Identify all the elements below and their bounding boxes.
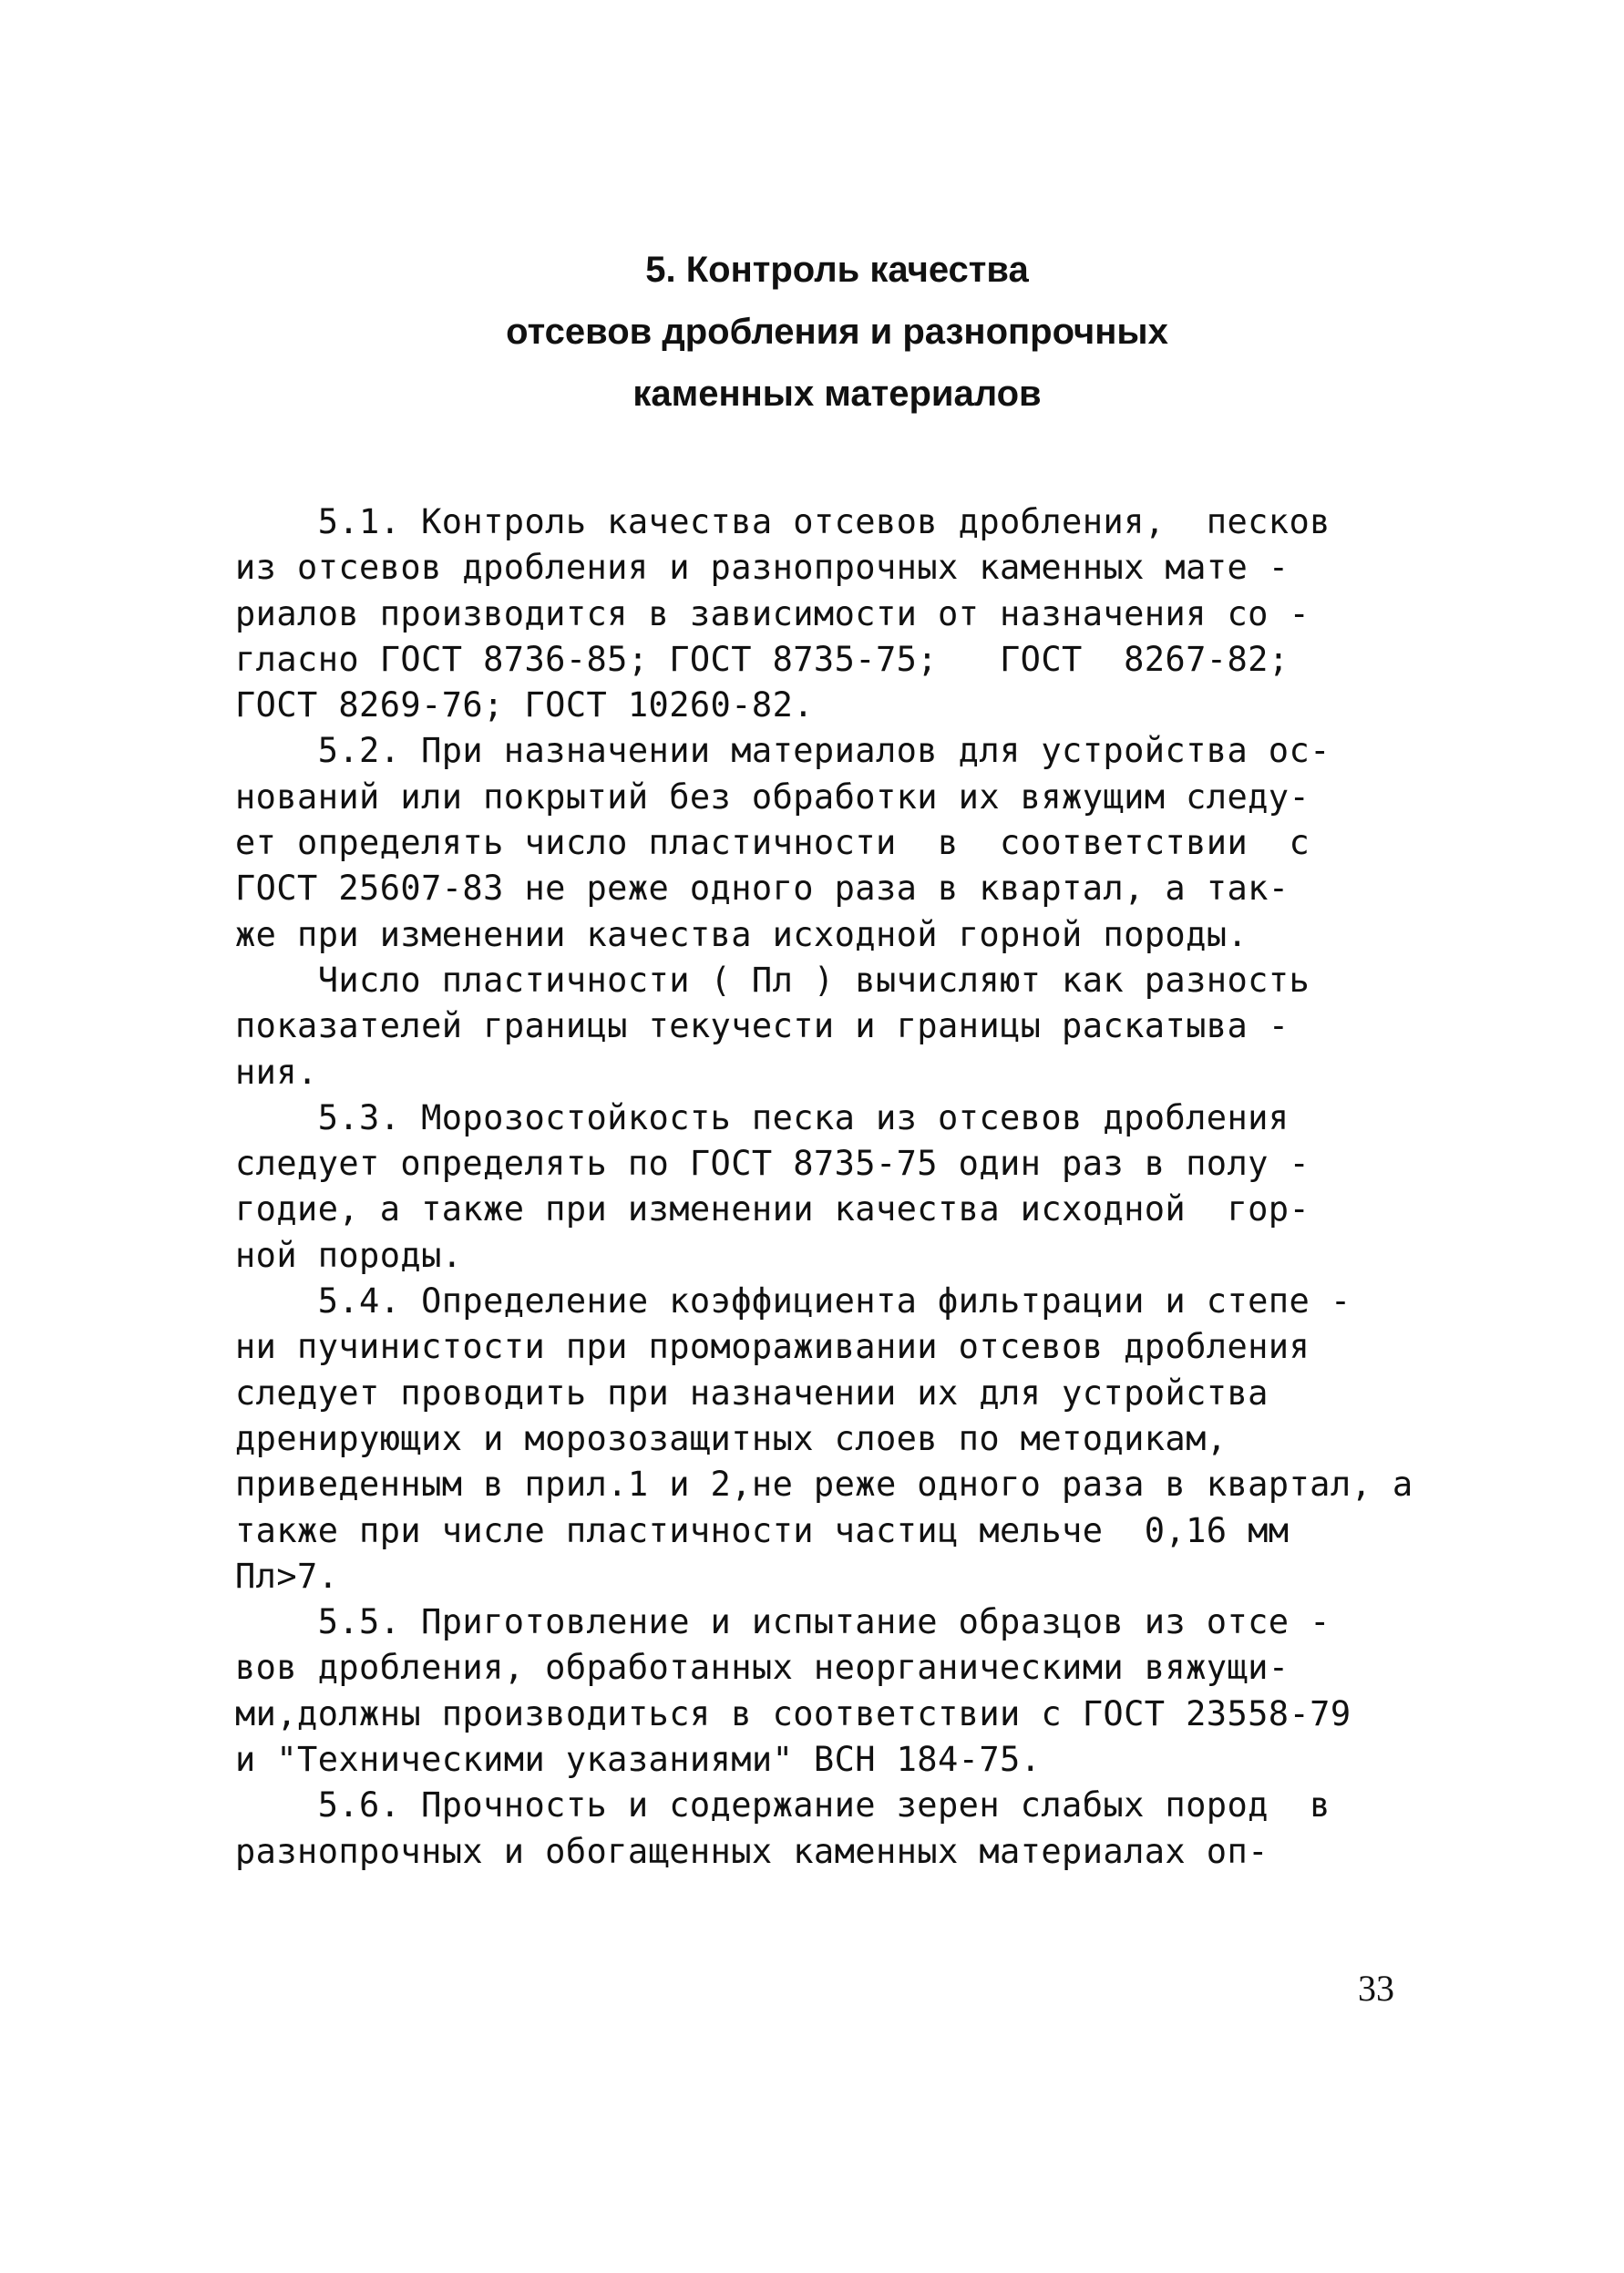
paragraph-5-1 bbox=[235, 499, 1420, 728]
paragraph-plasticity bbox=[235, 958, 1420, 1095]
text-line: из отсевов дробления и разнопрочных каменных мате - bbox=[235, 548, 1290, 588]
text-line: же при изменении качества исходной горной породы. bbox=[235, 914, 1249, 954]
text-line: ни пучинистости при промораживании отсевов дробления bbox=[235, 1327, 1311, 1367]
text-line: следует проводить при назначении их для устройства bbox=[235, 1373, 1269, 1413]
text-line: 5.1. Контроль качества отсевов дробления, песков bbox=[235, 502, 1331, 541]
text-line: нований или покрытий без обработки их вяжущим следу- bbox=[235, 777, 1311, 817]
text-line: 5.6. Прочность и содержание зерен слабых пород в bbox=[235, 1785, 1331, 1826]
paragraph-5-4 bbox=[235, 1279, 1420, 1599]
text-line: 5.5. Приготовление и испытание образцов из отсе - bbox=[235, 1602, 1331, 1642]
text-line: гласно ГОСТ 8736-85; ГОСТ 8735-75; ГОСТ 8267-82; bbox=[235, 639, 1290, 679]
body-text bbox=[235, 499, 1420, 1875]
text-line: также при числе пластичности частиц мельче 0,16 мм bbox=[235, 1510, 1290, 1550]
text-line: показателей границы текучести и границы раскатыва - bbox=[235, 1006, 1290, 1046]
text-line: разнопрочных и обогащенных каменных материалах оп- bbox=[235, 1831, 1269, 1871]
text-line: приведенным в прил.1 и 2,не реже одного раза в квартал, а bbox=[235, 1465, 1413, 1505]
text-line: Число пластичности ( Пл ) вычисляют как разность bbox=[235, 960, 1311, 1000]
text-line: ГОСТ 25607-83 не реже одного раза в квартал, а так- bbox=[235, 869, 1290, 909]
text-line: Пл>7. bbox=[235, 1556, 339, 1596]
section-heading bbox=[0, 239, 1624, 425]
text-line: следует определять по ГОСТ 8735-75 один раз в полу - bbox=[235, 1144, 1311, 1184]
text-line: годие, а также при изменении качества исходной гор- bbox=[235, 1189, 1311, 1229]
text-line: ния. bbox=[235, 1052, 318, 1092]
page-number: 33 bbox=[1358, 1968, 1394, 2009]
text-line: и "Техническими указаниями" ВСН 184-75. bbox=[235, 1740, 1042, 1780]
paragraph-5-2 bbox=[235, 728, 1420, 957]
text-line: вов дробления, обработанных неорганическими вяжущи- bbox=[235, 1648, 1290, 1688]
text-line: 5.4. Определение коэффициента фильтрации и степе - bbox=[235, 1281, 1352, 1322]
text-line: ГОСТ 8269-76; ГОСТ 10260-82. bbox=[235, 685, 814, 725]
paragraph-5-6 bbox=[235, 1783, 1420, 1875]
text-line: 5.3. Морозостойкость песка из отсевов дробления bbox=[235, 1097, 1290, 1137]
heading-line-1: 5. Контроль качества bbox=[645, 250, 1029, 290]
heading-line-2: отсевов дробления и разнопрочных bbox=[506, 312, 1168, 352]
text-line: 5.2. При назначении материалов для устройства ос- bbox=[235, 731, 1331, 771]
text-line: ет определять число пластичности в соответствии с bbox=[235, 823, 1311, 863]
text-line: ной породы. bbox=[235, 1235, 463, 1275]
paragraph-5-3 bbox=[235, 1095, 1420, 1279]
text-line: дренирующих и морозозащитных слоев по методикам, bbox=[235, 1418, 1228, 1458]
heading-line-3: каменных материалов bbox=[632, 374, 1042, 414]
text-line: ми,должны производиться в соответствии с ГОСТ 23558-79 bbox=[235, 1693, 1352, 1733]
paragraph-5-5 bbox=[235, 1599, 1420, 1783]
text-line: риалов производится в зависимости от назначения со - bbox=[235, 593, 1311, 633]
